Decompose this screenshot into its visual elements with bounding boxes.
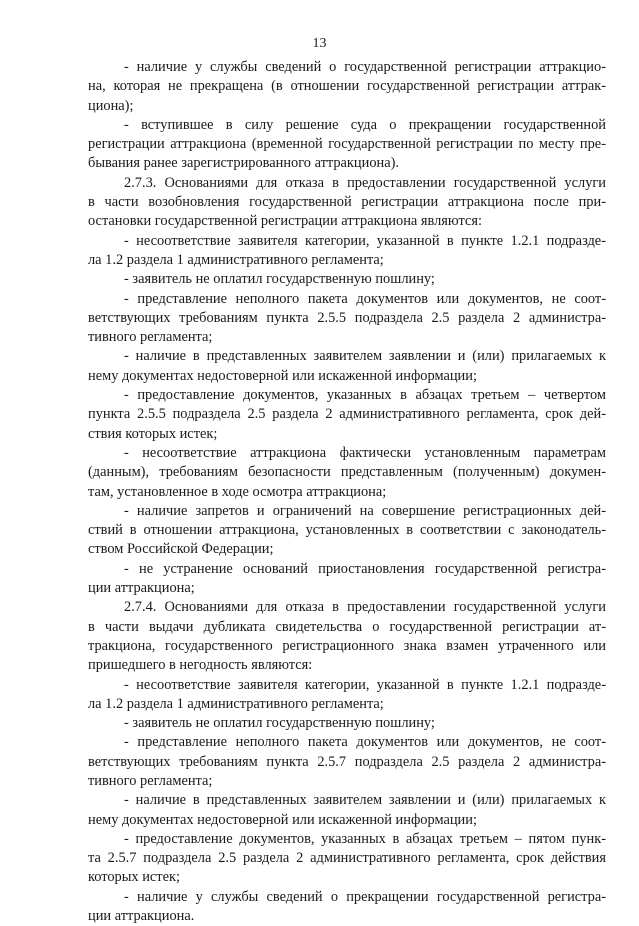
- text-line: ла 1.2 раздела 1 административного регламента;: [88, 695, 384, 712]
- text-line: в части возобновления государственной регистрации аттракциона после при-: [88, 194, 606, 211]
- text-line: - предоставление документов, указанных в абзацах третьем – пятом пунк-: [124, 830, 606, 847]
- text-line: - наличие запретов и ограничений на совершение регистрационных дей-: [124, 502, 606, 519]
- text-line: нему документах недостоверной или искаженной информации;: [88, 367, 477, 384]
- paragraph: [88, 347, 606, 386]
- paragraph: [88, 270, 606, 289]
- text-line: ции аттракциона.: [88, 908, 195, 925]
- document-body: [88, 58, 606, 926]
- paragraph: [88, 598, 606, 675]
- text-line: ствия которых истек;: [88, 425, 218, 442]
- paragraph: [88, 444, 606, 502]
- text-line: ствий в отношении аттракциона, установленных в соответствии с законодатель-: [88, 522, 606, 539]
- text-line: там, установленное в ходе осмотра аттракциона;: [88, 483, 387, 500]
- paragraph: [88, 676, 606, 715]
- text-line: ством Российской Федерации;: [88, 541, 274, 558]
- text-line: нему документах недостоверной или искаженной информации;: [88, 811, 477, 828]
- text-line: - несоответствие заявителя категории, указанной в пункте 1.2.1 подразде-: [124, 232, 606, 249]
- text-line: - наличие у службы сведений о государственной регистрации аттракцио-: [124, 59, 606, 75]
- text-line: пункта 2.5.5 подраздела 2.5 раздела 2 административного регламента, срок дей-: [88, 406, 606, 423]
- text-line: ветствующих требованиям пункта 2.5.5 подраздела 2.5 раздела 2 администра-: [88, 309, 606, 326]
- text-line: которых истек;: [88, 869, 180, 886]
- page-number: 13: [312, 36, 327, 51]
- text-line: - не устранение оснований приостановления государственной регистра-: [124, 560, 606, 577]
- text-line: - несоответствие аттракциона фактически установленным параметрам: [124, 444, 606, 461]
- text-line: - вступившее в силу решение суда о прекращении государственной: [124, 116, 606, 133]
- paragraph: [88, 502, 606, 560]
- text-line: ции аттракциона;: [88, 580, 195, 597]
- text-line: бывания ранее зарегистрированного аттракциона).: [88, 155, 400, 172]
- text-line: тивного регламента;: [88, 772, 213, 789]
- text-line: 2.7.4. Основаниями для отказа в предоставлении государственной услуги: [124, 599, 606, 616]
- text-line: 2.7.3. Основаниями для отказа в предоставлении государственной услуги: [124, 174, 606, 191]
- text-line: - наличие у службы сведений о прекращении государственной регистра-: [124, 888, 606, 905]
- paragraph: [88, 888, 606, 926]
- text-line: - наличие в представленных заявителем заявлении и (или) прилагаемых к: [124, 792, 606, 809]
- text-line: - наличие в представленных заявителем заявлении и (или) прилагаемых к: [124, 348, 606, 365]
- text-line: та 2.5.7 подраздела 2.5 раздела 2 административного регламента, срок действия: [88, 850, 606, 867]
- text-line: ла 1.2 раздела 1 административного регламента;: [88, 251, 384, 268]
- text-line: - заявитель не оплатил государственную пошлину;: [124, 271, 435, 288]
- text-line: остановки государственной регистрации аттракциона являются:: [88, 213, 482, 230]
- paragraph: [88, 174, 606, 232]
- text-line: на, которая не прекращена (в отношении государственной регистрации аттрак-: [88, 78, 606, 95]
- text-line: тракциона, государственного регистрационного знака взамен утраченного или: [88, 637, 606, 654]
- text-line: ветствующих требованиям пункта 2.5.7 подраздела 2.5 раздела 2 администра-: [88, 753, 606, 770]
- paragraph: [88, 232, 606, 271]
- paragraph: [88, 58, 606, 116]
- paragraph: [88, 791, 606, 830]
- text-line: в части выдачи дубликата свидетельства о государственной регистрации ат-: [88, 618, 606, 635]
- text-line: циона);: [88, 97, 134, 114]
- paragraph: [88, 733, 606, 791]
- text-line: - заявитель не оплатил государственную пошлину;: [124, 715, 435, 732]
- text-line: регистрации аттракциона (временной государственной регистрации по месту пре-: [88, 136, 606, 153]
- text-line: тивного регламента;: [88, 329, 213, 346]
- text-line: - несоответствие заявителя категории, указанной в пункте 1.2.1 подразде-: [124, 676, 606, 693]
- paragraph: [88, 290, 606, 348]
- text-line: - представление неполного пакета документов или документов, не соот-: [124, 734, 606, 751]
- text-line: пришедшего в негодность являются:: [88, 657, 313, 674]
- paragraph: [88, 116, 606, 174]
- text-line: (данным), требованиям безопасности представленным (полученным) докумен-: [88, 464, 606, 481]
- paragraph: [88, 560, 606, 599]
- text-line: - представление неполного пакета документов или документов, не соот-: [124, 290, 606, 307]
- text-line: - предоставление документов, указанных в абзацах третьем – четвертом: [124, 387, 606, 404]
- paragraph: [88, 714, 606, 733]
- paragraph: [88, 830, 606, 888]
- paragraph: [88, 386, 606, 444]
